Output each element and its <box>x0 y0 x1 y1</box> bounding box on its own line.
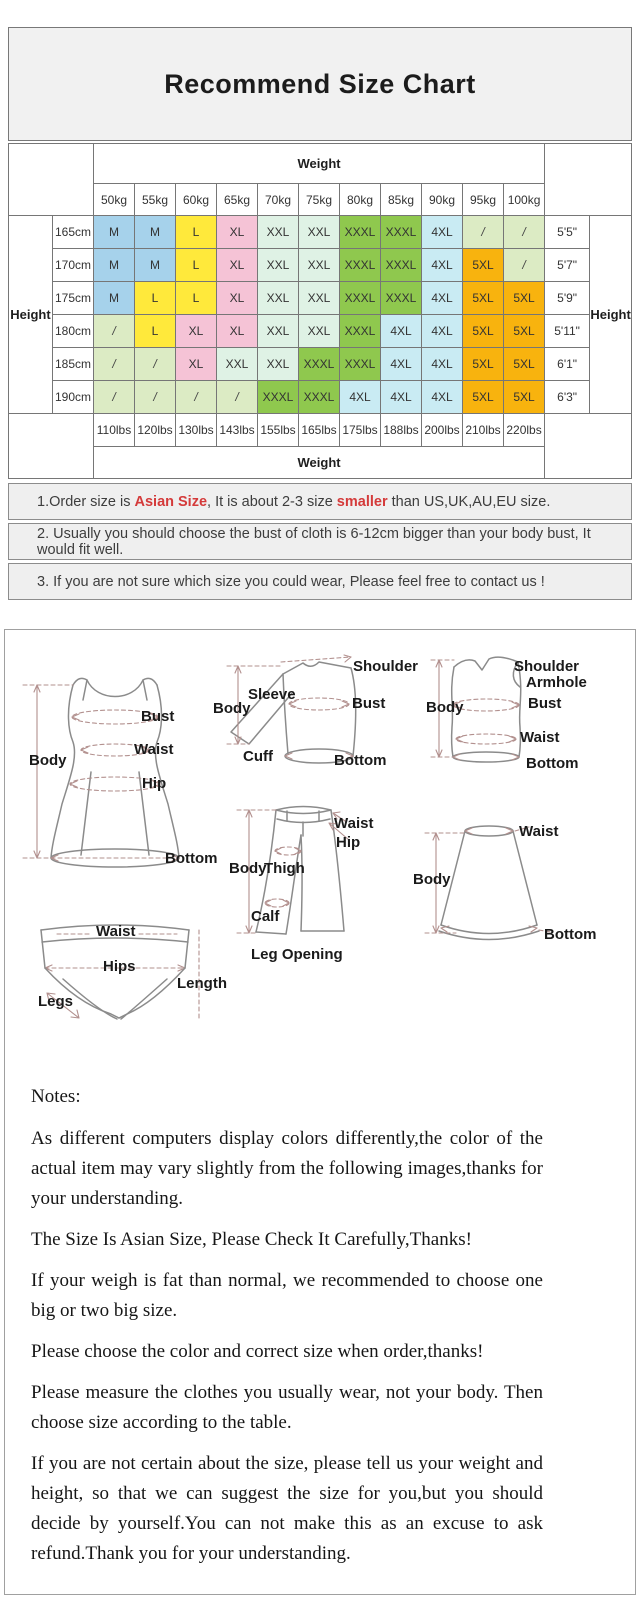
weight-lbs-cell: 220lbs <box>504 414 545 447</box>
note-paragraph: Please measure the clothes you usually wear, not your body. Then choose size according to the table. <box>31 1381 543 1433</box>
size-cell: XXL <box>258 348 299 381</box>
shirt-cuff-label: Cuff <box>243 748 273 765</box>
size-cell: XXXL <box>299 381 340 414</box>
height-ft-cell: 6'3" <box>545 381 590 414</box>
size-cell: XXXL <box>340 216 381 249</box>
dress-diagram <box>15 672 218 882</box>
shirt-diagram <box>201 648 419 783</box>
size-cell: M <box>135 249 176 282</box>
briefs-diagram <box>27 915 257 1030</box>
dress-bust-label: Bust <box>141 708 175 725</box>
corner-cell <box>545 144 632 216</box>
weight-footer: Weight <box>94 447 545 479</box>
highlighted-text: smaller <box>336 493 388 510</box>
size-row <box>9 348 632 381</box>
weight-kg-row <box>9 184 632 216</box>
size-cell: 4XL <box>422 282 463 315</box>
size-cell: XXXL <box>258 381 299 414</box>
size-cell: XXXL <box>340 348 381 381</box>
size-cell: XXXL <box>381 216 422 249</box>
weight-kg-cell: 75kg <box>299 184 340 216</box>
size-cell: XXL <box>258 249 299 282</box>
shirt-bottom-label: Bottom <box>334 752 387 769</box>
weight-lbs-cell: 210lbs <box>463 414 504 447</box>
height-ft-cell: 5'5" <box>545 216 590 249</box>
size-cell: XL <box>176 315 217 348</box>
order-note <box>8 523 632 560</box>
shirt-bust-label: Bust <box>352 695 386 712</box>
height-cm-cell: 190cm <box>53 381 94 414</box>
size-cell: XXL <box>258 216 299 249</box>
skirt-bottom-label: Bottom <box>544 926 597 943</box>
size-cell: 5XL <box>504 348 545 381</box>
size-cell: L <box>135 282 176 315</box>
size-row <box>9 315 632 348</box>
shirt-body-label: Body <box>213 700 251 717</box>
page-title-box <box>8 27 632 141</box>
briefs-drawing <box>27 915 257 1030</box>
size-table-body <box>9 144 632 479</box>
size-cell: 4XL <box>381 348 422 381</box>
size-cell: XXXL <box>340 315 381 348</box>
size-cell: XXL <box>217 348 258 381</box>
weight-lbs-row <box>9 414 632 447</box>
note-paragraph: As different computers display colors differently,the color of the actual item may vary slightly from the following images,thanks for your understanding. <box>31 1127 543 1209</box>
height-ft-cell: 6'1" <box>545 348 590 381</box>
order-note <box>8 483 632 520</box>
pants-thigh-label: Thigh <box>264 860 305 877</box>
notes-section <box>31 1085 543 1580</box>
size-cell: 4XL <box>422 348 463 381</box>
size-cell: 4XL <box>381 315 422 348</box>
skirt-waist-label: Waist <box>519 823 559 840</box>
weight-kg-cell: 80kg <box>340 184 381 216</box>
height-ft-cell: 5'9" <box>545 282 590 315</box>
skirt-body-label: Body <box>413 871 451 888</box>
size-cell: 4XL <box>381 381 422 414</box>
size-cell: / <box>94 315 135 348</box>
note-paragraph: The Size Is Asian Size, Please Check It Carefully,Thanks! <box>31 1228 472 1250</box>
weight-lbs-cell: 110lbs <box>94 414 135 447</box>
pants-leg-opening-label: Leg Opening <box>251 946 343 963</box>
corner-cell <box>9 414 94 479</box>
note-text: 1.Order size is <box>37 493 135 510</box>
dress-waist-label: Waist <box>134 741 174 758</box>
weight-lbs-cell: 120lbs <box>135 414 176 447</box>
size-cell: L <box>135 315 176 348</box>
weight-kg-cell: 90kg <box>422 184 463 216</box>
size-row <box>9 282 632 315</box>
corner-cell <box>545 414 632 479</box>
order-notes <box>8 483 632 600</box>
size-cell: 5XL <box>463 348 504 381</box>
notes-heading: Notes: <box>31 1086 81 1107</box>
size-cell: XXXL <box>381 249 422 282</box>
note-paragraph: If you are not certain about the size, please tell us your weight and height, so that we can suggest the size for you,but you should decide by yourself.You can not make this as an excuse to ask refund.Thank you for your understanding. <box>31 1452 543 1564</box>
weight-header: Weight <box>94 144 545 184</box>
size-cell: 5XL <box>504 315 545 348</box>
size-cell: XXL <box>299 315 340 348</box>
weight-kg-cell: 95kg <box>463 184 504 216</box>
weight-lbs-cell: 175lbs <box>340 414 381 447</box>
size-cell: 5XL <box>463 315 504 348</box>
weight-kg-cell: 50kg <box>94 184 135 216</box>
notes-paragraphs <box>31 1124 543 1569</box>
size-cell: XXL <box>258 282 299 315</box>
weight-kg-cell: 65kg <box>217 184 258 216</box>
highlighted-text: Asian Size <box>134 493 208 510</box>
weight-kg-cell: 60kg <box>176 184 217 216</box>
size-cell: XXXL <box>340 282 381 315</box>
height-ft-cell: 5'7" <box>545 249 590 282</box>
note-paragraph: If your weigh is fat than normal, we recommended to choose one big or two big size. <box>31 1269 543 1321</box>
weight-header-row <box>9 144 632 184</box>
vest-shoulder-label: Shoulder <box>514 658 580 675</box>
size-cell: / <box>94 381 135 414</box>
measurement-diagrams-box <box>4 629 636 1595</box>
size-cell: 5XL <box>463 282 504 315</box>
height-cm-cell: 180cm <box>53 315 94 348</box>
briefs-hips-label: Hips <box>103 958 136 975</box>
weight-kg-cell: 85kg <box>381 184 422 216</box>
note-text: than US,UK,AU,EU size. <box>387 493 551 510</box>
size-cell: M <box>94 249 135 282</box>
vest-bust-label: Bust <box>528 695 562 712</box>
size-cell: XXXL <box>381 282 422 315</box>
size-chart-table <box>8 143 632 479</box>
size-cell: M <box>135 216 176 249</box>
size-cell: / <box>135 381 176 414</box>
size-cell: / <box>135 348 176 381</box>
size-cell: / <box>504 249 545 282</box>
shirt-sleeve-label: Sleeve <box>248 686 296 703</box>
size-cell: / <box>504 216 545 249</box>
shirt-shoulder-label: Shoulder <box>353 658 419 675</box>
pants-hip-label: Hip <box>336 834 361 851</box>
size-cell: M <box>94 216 135 249</box>
weight-lbs-cell: 188lbs <box>381 414 422 447</box>
pants-calf-label: Calf <box>251 908 280 925</box>
vest-body-label: Body <box>426 699 464 716</box>
dress-body-label: Body <box>29 752 67 769</box>
size-cell: XXXL <box>340 249 381 282</box>
size-cell: XXL <box>299 216 340 249</box>
size-cell: 5XL <box>504 282 545 315</box>
vest-bottom-label: Bottom <box>526 755 579 772</box>
size-cell: XXL <box>299 249 340 282</box>
corner-cell <box>9 144 94 216</box>
note-text: 2. Usually you should choose the bust of cloth is 6-12cm bigger than your body bust, It would fit well. <box>37 525 595 558</box>
size-row <box>9 381 632 414</box>
size-cell: XL <box>176 348 217 381</box>
size-cell: 4XL <box>422 249 463 282</box>
weight-kg-cell: 70kg <box>258 184 299 216</box>
order-note <box>8 563 632 600</box>
size-cell: XL <box>217 249 258 282</box>
size-cell: XL <box>217 282 258 315</box>
pants-body-label: Body <box>229 860 267 877</box>
size-cell: XXL <box>258 315 299 348</box>
size-row <box>9 249 632 282</box>
dress-hip-label: Hip <box>142 775 167 792</box>
weight-lbs-cell: 143lbs <box>217 414 258 447</box>
size-cell: XL <box>217 216 258 249</box>
briefs-waist-label: Waist <box>96 923 136 940</box>
pants-waist-label: Waist <box>334 815 374 832</box>
height-header-left: Height <box>9 216 53 414</box>
weight-kg-cell: 100kg <box>504 184 545 216</box>
size-cell: 4XL <box>422 315 463 348</box>
size-cell: XXL <box>299 282 340 315</box>
size-cell: / <box>463 216 504 249</box>
note-paragraph: Please choose the color and correct size when order,thanks! <box>31 1340 484 1362</box>
height-cm-cell: 170cm <box>53 249 94 282</box>
note-text: 3. If you are not sure which size you could wear, Please feel free to contact us ! <box>37 573 545 590</box>
note-text: , It is about 2-3 size <box>207 493 337 510</box>
size-cell: / <box>176 381 217 414</box>
dress-bottom-label: Bottom <box>165 850 218 867</box>
height-cm-cell: 175cm <box>53 282 94 315</box>
size-cell: 5XL <box>504 381 545 414</box>
briefs-length-label: Length <box>177 975 227 992</box>
height-cm-cell: 165cm <box>53 216 94 249</box>
size-cell: 4XL <box>422 381 463 414</box>
size-cell: L <box>176 216 217 249</box>
skirt-diagram <box>411 818 601 953</box>
weight-lbs-cell: 155lbs <box>258 414 299 447</box>
size-cell: 4XL <box>340 381 381 414</box>
page-title: Recommend Size Chart <box>164 68 476 99</box>
size-cell: 5XL <box>463 381 504 414</box>
vest-diagram <box>425 645 620 780</box>
size-cell: / <box>217 381 258 414</box>
size-cell: XXXL <box>299 348 340 381</box>
height-ft-cell: 5'11" <box>545 315 590 348</box>
vest-waist-label: Waist <box>520 729 560 746</box>
size-cell: XL <box>217 315 258 348</box>
briefs-legs-label: Legs <box>38 993 74 1010</box>
size-cell: 5XL <box>463 249 504 282</box>
weight-lbs-cell: 165lbs <box>299 414 340 447</box>
height-header-right: Height <box>590 216 632 414</box>
weight-kg-cell: 55kg <box>135 184 176 216</box>
vest-armhole-label: Armhole <box>526 674 587 691</box>
size-row <box>9 216 632 249</box>
size-cell: / <box>94 348 135 381</box>
size-cell: 4XL <box>422 216 463 249</box>
height-cm-cell: 185cm <box>53 348 94 381</box>
size-cell: M <box>94 282 135 315</box>
size-cell: L <box>176 249 217 282</box>
weight-footer-row <box>9 447 632 479</box>
size-cell: L <box>176 282 217 315</box>
weight-lbs-cell: 200lbs <box>422 414 463 447</box>
weight-lbs-cell: 130lbs <box>176 414 217 447</box>
